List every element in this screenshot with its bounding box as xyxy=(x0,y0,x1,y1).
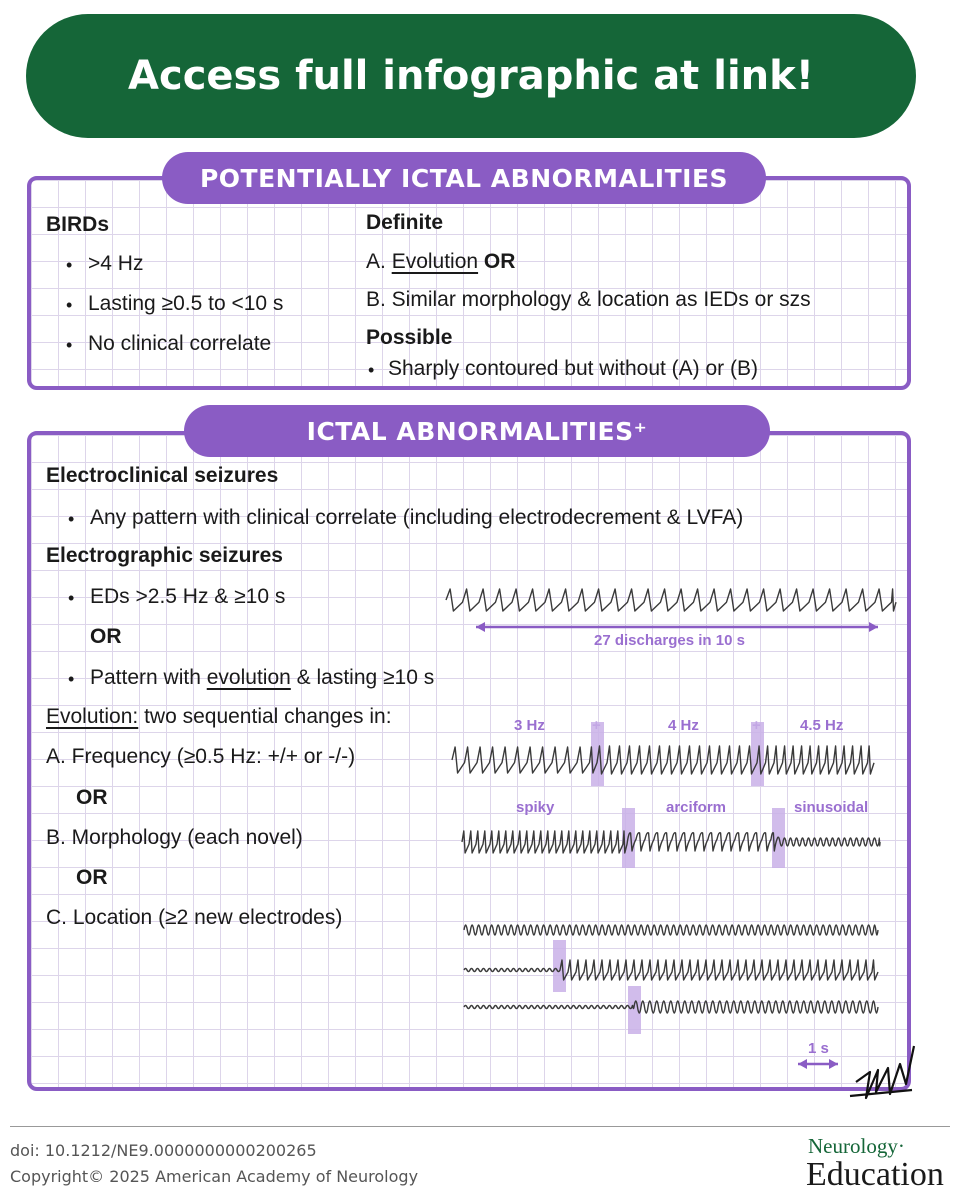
evolution-term: Evolution xyxy=(391,250,479,273)
birds-heading: BIRDs xyxy=(46,213,110,236)
or-label: OR xyxy=(483,250,516,273)
discharge-span-arrow-head-right xyxy=(869,622,878,632)
morphology-trace xyxy=(462,831,880,853)
ed-trace xyxy=(446,589,896,611)
bullet: • xyxy=(68,509,75,529)
change-marker xyxy=(591,722,604,786)
discharge-count-label: 27 discharges in 10 s xyxy=(594,632,745,649)
evolution-morphology: B. Morphology (each novel) xyxy=(46,826,303,849)
frequency-trace xyxy=(452,746,874,774)
electrographic-heading: Electrographic seizures xyxy=(46,544,283,567)
doi-text: doi: 10.1212/NE9.0000000000200265 xyxy=(10,1141,317,1160)
scale-bar-label: 1 s xyxy=(808,1040,829,1057)
birds-item: No clinical correlate xyxy=(88,332,272,355)
change-marker xyxy=(628,986,641,1034)
frequency-label: 4.5 Hz xyxy=(800,717,844,734)
definite-heading: Definite xyxy=(366,211,444,234)
bullet: • xyxy=(66,255,73,275)
evolution-rest: two sequential changes in: xyxy=(138,705,392,728)
bullet: • xyxy=(68,669,75,689)
or-label: OR xyxy=(76,786,108,809)
bullet: • xyxy=(66,335,73,355)
scale-bar-arrow-head-right xyxy=(829,1059,838,1069)
potentially-ictal-title: POTENTIALLY ICTAL ABNORMALITIES xyxy=(162,152,766,204)
possible-item: Sharply contoured but without (A) or (B) xyxy=(388,357,759,380)
bullet: • xyxy=(66,295,73,315)
access-banner[interactable]: Access full infographic at link! xyxy=(26,14,916,138)
bullet: • xyxy=(368,360,375,380)
scale-bar-arrow-head-left xyxy=(798,1059,807,1069)
item2-suffix: & lasting ≥10 s xyxy=(290,666,435,689)
frequency-label: 4 Hz xyxy=(668,717,699,734)
electroclinical-heading: Electroclinical seizures xyxy=(46,464,279,487)
evolution-term: Evolution: xyxy=(46,705,139,728)
item2-prefix: Pattern with xyxy=(90,666,207,689)
bullet: • xyxy=(68,588,75,608)
location-trace-2 xyxy=(464,960,878,980)
morphology-label: arciform xyxy=(666,799,727,816)
definite-a-prefix: A. xyxy=(366,250,392,273)
frequency-label: 3 Hz xyxy=(514,717,545,734)
location-trace-1 xyxy=(464,925,878,935)
location-trace-3 xyxy=(464,1001,878,1013)
birds-item: Lasting ≥0.5 to <10 s xyxy=(88,292,284,315)
possible-heading: Possible xyxy=(366,326,453,349)
morphology-label: spiky xyxy=(516,799,555,816)
or-label: OR xyxy=(90,625,122,648)
evolution-term: evolution xyxy=(206,666,291,689)
electroclinical-item: Any pattern with clinical correlate (including electrodecrement & LVFA) xyxy=(90,506,744,529)
copyright-text: Copyright© 2025 American Academy of Neurology xyxy=(10,1167,419,1186)
neurology-logo-top: Neurology· xyxy=(808,1134,905,1158)
footer-divider xyxy=(10,1126,950,1127)
ictal-title: ICTAL ABNORMALITIES⁺ xyxy=(184,405,770,457)
evolution-location: C. Location (≥2 new electrodes) xyxy=(46,906,343,929)
education-logo-bottom: Education xyxy=(806,1156,944,1193)
definite-item-b: B. Similar morphology & location as IEDs or szs xyxy=(366,288,811,311)
electrographic-item-1: EDs >2.5 Hz & ≥10 s xyxy=(90,585,286,608)
discharge-span-arrow-head-left xyxy=(476,622,485,632)
evolution-frequency: A. Frequency (≥0.5 Hz: +/+ or -/-) xyxy=(46,745,356,768)
change-marker xyxy=(553,940,566,992)
birds-item: >4 Hz xyxy=(88,252,144,275)
morphology-label: sinusoidal xyxy=(794,799,869,816)
signature-scribble xyxy=(850,1046,914,1098)
or-label: OR xyxy=(76,866,108,889)
